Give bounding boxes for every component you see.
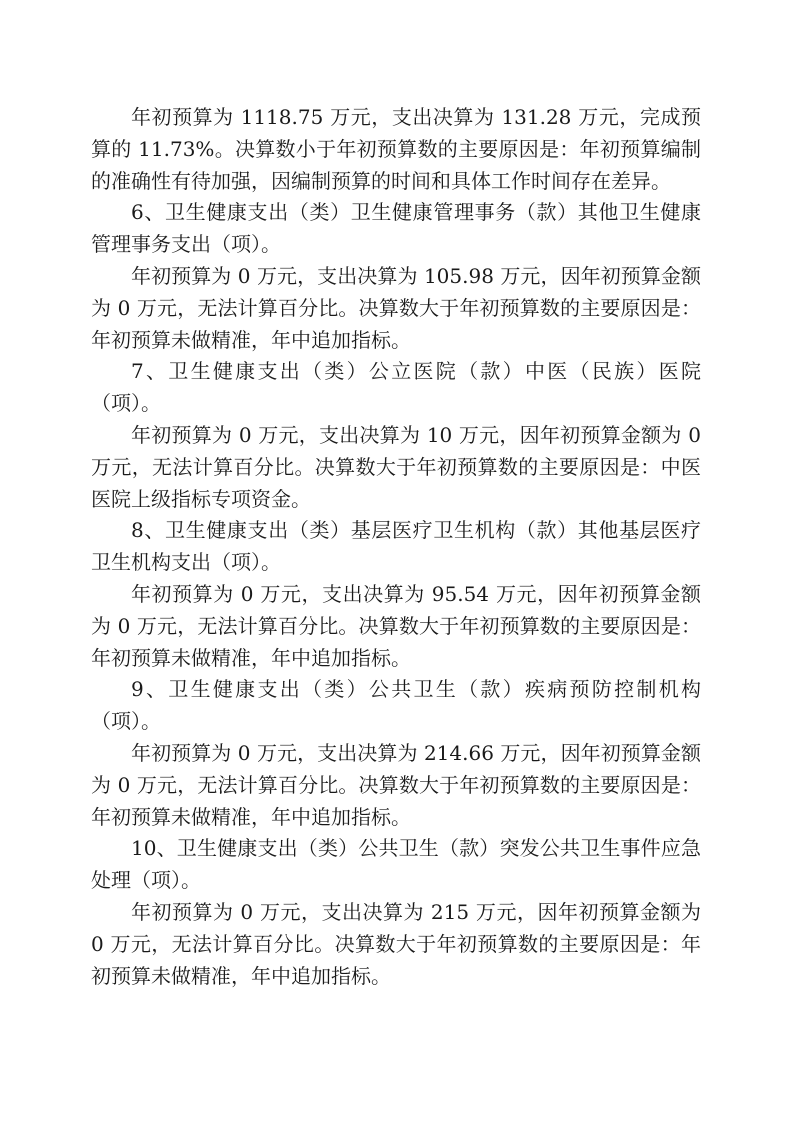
paragraph-item-8-detail: 年初预算为 0 万元，支出决算为 95.54 万元，因年初预算金额为 0 万元，无法计算百分比。决算数大于年初预算数的主要原因是：年初预算未做精准，年中追加指标。	[91, 581, 701, 670]
paragraph-item-10-detail: 年初预算为 0 万元，支出决算为 215 万元，因年初预算金额为 0 万元，无法计算百分比。决算数大于年初预算数的主要原因是：年初预算未做精准，年中追加指标。	[91, 899, 701, 988]
paragraph-item-6-heading: 6、卫生健康支出（类）卫生健康管理事务（款）其他卫生健康管理事务支出（项）。	[91, 200, 701, 257]
paragraph-item-8-heading: 8、卫生健康支出（类）基层医疗卫生机构（款）其他基层医疗卫生机构支出（项）。	[91, 518, 701, 575]
paragraph-item-7-heading: 7、卫生健康支出（类）公立医院（款）中医（民族）医院（项）。	[91, 359, 701, 416]
paragraph-item-9-detail: 年初预算为 0 万元，支出决算为 214.66 万元，因年初预算金额为 0 万元，无法计算百分比。决算数大于年初预算数的主要原因是：年初预算未做精准，年中追加指标。	[91, 740, 701, 829]
document-body	[91, 102, 701, 992]
paragraph-item-7-detail: 年初预算为 0 万元，支出决算为 10 万元，因年初预算金额为 0 万元，无法计算百分比。决算数大于年初预算数的主要原因是：中医医院上级指标专项资金。	[91, 422, 701, 511]
paragraph-budget-summary: 年初预算为 1118.75 万元，支出决算为 131.28 万元，完成预算的 11.73%。决算数小于年初预算数的主要原因是：年初预算编制的准确性有待加强，因编制预算的时间和具体工作时间存在差异。	[91, 105, 701, 193]
paragraph-item-6-detail: 年初预算为 0 万元，支出决算为 105.98 万元，因年初预算金额为 0 万元，无法计算百分比。决算数大于年初预算数的主要原因是：年初预算未做精准，年中追加指标。	[91, 263, 701, 352]
paragraph-item-9-heading: 9、卫生健康支出（类）公共卫生（款）疾病预防控制机构（项）。	[91, 677, 701, 734]
paragraph-item-10-heading: 10、卫生健康支出（类）公共卫生（款）突发公共卫生事件应急处理（项）。	[91, 836, 701, 893]
